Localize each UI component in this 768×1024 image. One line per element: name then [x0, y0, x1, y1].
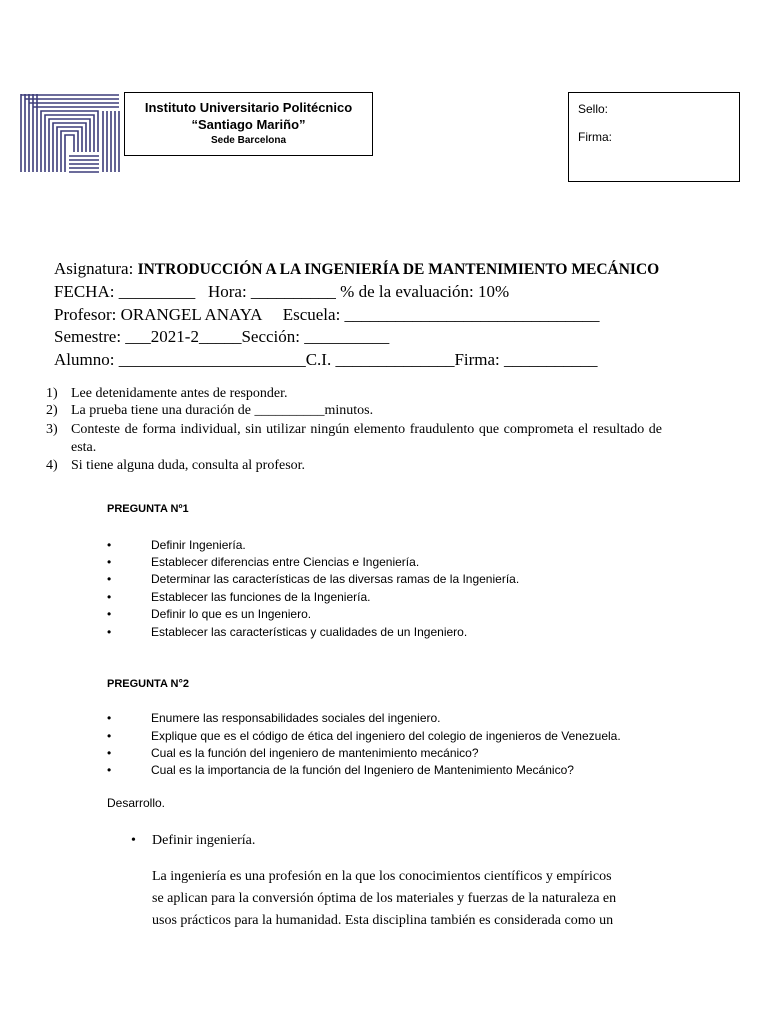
- list-item-text: Explique que es el código de ética del ingeniero del colegio de ingenieros de Venezuela.: [151, 729, 621, 743]
- instruction-item: [46, 385, 662, 403]
- instruction-item: [46, 457, 662, 475]
- instruction-text: Lee detenidamente antes de responder.: [71, 386, 288, 401]
- student-line: Alumno: ______________________C.I. ______________Firma: ___________: [54, 350, 598, 369]
- bullet-icon: •: [107, 555, 112, 569]
- institute-name: Instituto Universitario Politécnico: [144, 100, 353, 115]
- instruction-number: 4): [46, 458, 58, 473]
- bullet-icon: •: [107, 763, 112, 777]
- stamp-signature-box: [568, 92, 740, 182]
- list-item-text: Establecer diferencias entre Ciencias e Ingeniería.: [151, 555, 420, 569]
- institute-campus: Sede Barcelona: [210, 135, 287, 146]
- development-item: Definir ingeniería.: [152, 833, 256, 848]
- signature-label: Firma:: [578, 130, 612, 144]
- paragraph-line: se aplican para la conversión óptima de los materiales y fuerzas de la naturaleza en: [152, 891, 617, 906]
- stamp-label: Sello:: [578, 102, 609, 116]
- bullet-icon: •: [107, 572, 112, 586]
- bullet-icon: •: [107, 590, 112, 604]
- subject-value: INTRODUCCIÓN A LA INGENIERÍA DE MANTENIMIENTO MECÁNICO: [137, 261, 660, 278]
- instruction-number: 1): [46, 386, 58, 401]
- instruction-number: 2): [46, 403, 58, 418]
- instruction-text: La prueba tiene una duración de __________minutos.: [71, 403, 374, 418]
- list-item-text: Cual es la importancia de la función del Ingeniero de Mantenimiento Mecánico?: [151, 763, 574, 777]
- development-label: Desarrollo.: [107, 796, 166, 810]
- instruction-text: Si tiene alguna duda, consulta al profesor.: [71, 458, 306, 473]
- instruction-text: Conteste de forma individual, sin utilizar ningún elemento fraudulento que comprometa el resultado de esta.: [71, 422, 662, 455]
- question-1-title: PREGUNTA Nº1: [107, 503, 189, 515]
- development-paragraph: [152, 866, 662, 932]
- question-2-title: PREGUNTA N°2: [107, 678, 190, 690]
- instruction-item: [46, 402, 662, 420]
- list-item-text: Establecer las funciones de la Ingeniería.: [151, 590, 371, 604]
- bullet-icon: •: [131, 833, 136, 848]
- paragraph-line: usos prácticos para la humanidad. Esta disciplina también es considerada como un: [152, 913, 614, 928]
- subject-line: [54, 258, 659, 281]
- bullet-icon: •: [107, 538, 112, 552]
- bullet-icon: •: [107, 607, 112, 621]
- bullet-icon: •: [107, 729, 112, 743]
- list-item-text: Definir Ingeniería.: [151, 538, 246, 552]
- list-item-text: Definir lo que es un Ingeniero.: [151, 607, 312, 621]
- instruction-number: 3): [46, 422, 58, 437]
- instruction-item: [46, 421, 662, 457]
- list-item-text: Determinar las características de las diversas ramas de la Ingeniería.: [151, 572, 520, 586]
- date-line: FECHA: _________ Hora: __________ % de la evaluación: 10%: [54, 282, 510, 301]
- paragraph-line: La ingeniería es una profesión en la que los conocimientos científicos y empíricos: [152, 869, 612, 884]
- list-item-text: Cual es la función del ingeniero de mantenimiento mecánico?: [151, 746, 479, 760]
- professor-line: Profesor: ORANGEL ANAYA Escuela: ______________________________: [54, 305, 600, 324]
- subject-label: Asignatura:: [54, 259, 138, 278]
- list-item-text: Establecer las características y cualidades de un Ingeniero.: [151, 625, 468, 639]
- semester-line: Semestre: ___2021-2_____Sección: __________: [54, 327, 390, 346]
- list-item-text: Enumere las responsabilidades sociales del ingeniero.: [151, 711, 441, 725]
- institute-logo: [18, 92, 122, 174]
- institute-name-box: [124, 92, 373, 156]
- bullet-icon: •: [107, 711, 112, 725]
- institute-subname: “Santiago Mariño”: [191, 117, 306, 132]
- bullet-icon: •: [107, 625, 112, 639]
- bullet-icon: •: [107, 746, 112, 760]
